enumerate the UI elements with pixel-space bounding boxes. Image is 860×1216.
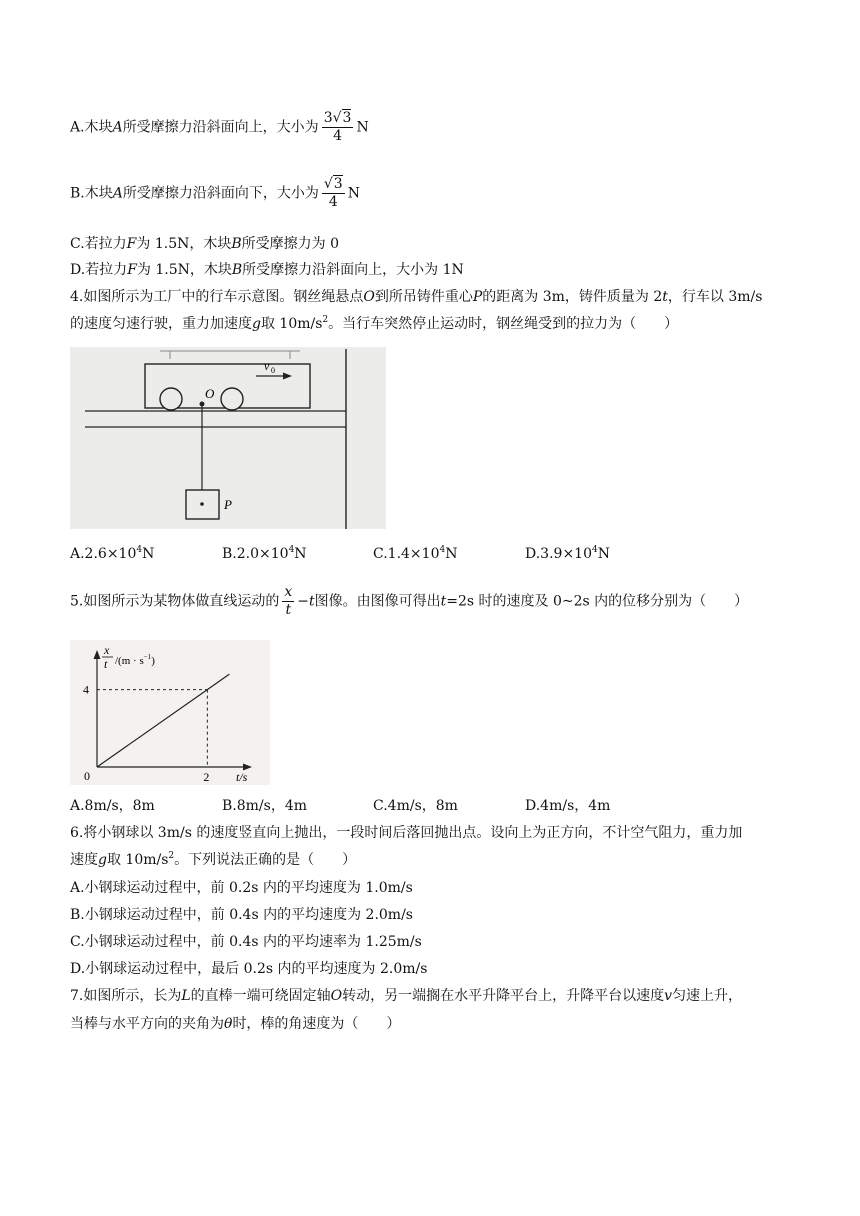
q3-a-unit: N [356, 119, 369, 136]
q5-chart [70, 640, 270, 785]
q3-b-text: B.木块 [70, 185, 113, 202]
q5-frac-num: x [284, 584, 293, 600]
q4-figure-crane [70, 347, 386, 529]
q7-l1-b: 的直棒一端可绕固定轴 [190, 988, 331, 1004]
q5-option-b: B.8m/s，4m [222, 798, 308, 814]
q6-option-c: C.小钢球运动过程中，前 0.4s 内的平均速率为 1.25m/s [70, 934, 422, 950]
q6-stem-line1: 6.将小钢球以 3m/s 的速度竖直向上抛出，一段时间后落回抛出点。设向上为正方向，不计空气阻力，重力加 [70, 825, 743, 841]
q6-l2-g: g [98, 852, 107, 868]
q6-l2-b: 取 10m/s [106, 852, 169, 868]
xt-graph [70, 640, 270, 785]
q3-b-mid: 所受摩擦力沿斜面向下，大小为 [122, 185, 319, 202]
q5-frac-den: t [285, 602, 292, 618]
q4-l2-c: 。当行车突然停止运动时，钢丝绳受到的拉力为（ ） [328, 316, 679, 332]
y-label-unit: $/(m \cdot s^{-1})$ [115, 653, 155, 667]
q4-opt-a-base: A.2.6×10 [70, 546, 137, 562]
q3-c-text2: 为 1.5N，木块 [136, 236, 232, 252]
series-line [97, 674, 229, 767]
q4-stem-line2 [70, 314, 678, 334]
q3-c-var2: B [231, 236, 242, 252]
q3-a-fraction: $\frac{3√3}{4}$ [323, 110, 352, 144]
q3-b-den: 4 [328, 194, 338, 210]
q5-stem [70, 584, 748, 619]
q7-l1-l: L [181, 988, 191, 1004]
q4-opt-a-unit: N [142, 546, 155, 562]
wheel-right [221, 388, 243, 410]
q4-opt-b-exp: 4 [288, 545, 295, 555]
q7-l2-b: 时，棒的角速度为（ ） [232, 1016, 401, 1032]
q5-l1-d: =2s 时的速度及 0~2s 内的位移分别为（ ） [446, 593, 749, 610]
center-p [200, 502, 204, 506]
q6-l2-c: 。下列说法正确的是（ ） [174, 852, 357, 868]
wheel-left [160, 388, 182, 410]
crane-diagram [70, 347, 386, 529]
q4-l1-d: ，行车以 3m/s [667, 289, 763, 305]
q5-option-c: C.4m/s，8m [373, 798, 458, 814]
q6-l2-a: 速度 [70, 852, 98, 868]
q7-l1-o: O [330, 988, 343, 1004]
origin-label: 0 [84, 769, 90, 783]
q6-option-a: A.小钢球运动过程中，前 0.2s 内的平均速度为 1.0m/s [70, 880, 413, 896]
q3-a-text: A.木块 [70, 119, 113, 136]
q7-l2-theta: θ [224, 1016, 233, 1032]
q4-opt-d-base: D.3.9×10 [525, 546, 592, 562]
q4-opt-b-base: B.2.0×10 [222, 546, 289, 562]
q4-l2-a: 的速度匀速行驶，重力加速度 [70, 316, 252, 332]
q3-a-den: 4 [333, 128, 343, 144]
q4-opt-d-exp: 4 [592, 545, 598, 555]
label-v0-sub: 0 [271, 366, 275, 375]
q4-stem-line1 [70, 287, 762, 307]
q3-option-b [70, 176, 360, 211]
q5-l1-a: 5.如图所示为某物体做直线运动的 [70, 593, 280, 610]
q4-opt-a-exp: 4 [136, 545, 143, 555]
q5-l1-b: − [297, 593, 309, 610]
q3-option-a [70, 110, 369, 145]
q4-l2-g: g [252, 316, 261, 332]
q3-a-num-coef: 3 [323, 110, 333, 126]
q4-opt-c-unit: N [445, 546, 458, 562]
q7-l1-c: 转动，另一端搁在水平升降平台上，升降平台以速度 [342, 988, 665, 1004]
q7-l1-v: v [664, 988, 673, 1004]
q4-l2-b: 取 10m/s [260, 316, 323, 332]
q7-l1-a: 7.如图所示，长为 [70, 988, 182, 1004]
q3-a-var: A [112, 119, 123, 136]
q4-option-a [70, 544, 154, 564]
q4-opt-c-base: C.1.4×10 [373, 546, 440, 562]
x-axis-label: t/s [236, 770, 248, 784]
q7-l2-a: 当棒与水平方向的夹角为 [70, 1016, 224, 1032]
q3-a-num-rad: 3 [342, 110, 352, 126]
q3-option-c [70, 234, 339, 254]
y-axis-arrow [94, 650, 101, 659]
q3-d-text3: 所受摩擦力沿斜面向上，大小为 1N [242, 262, 464, 278]
q5-fraction [282, 584, 294, 619]
q3-b-unit: N [347, 185, 360, 202]
q3-b-fraction: $\frac{√3}{4}$ [323, 176, 343, 210]
q3-a-mid: 所受摩擦力沿斜面向上，大小为 [122, 119, 319, 136]
label-v0: v [264, 359, 270, 373]
q6-l2-sup: 2 [168, 851, 175, 861]
q3-c-text3: 所受摩擦力为 0 [241, 236, 340, 252]
q3-d-text1: D.若拉力 [70, 262, 128, 278]
q4-l1-t: t [662, 289, 668, 305]
q6-option-d: D.小钢球运动过程中，最后 0.2s 内的平均速度为 2.0m/s [70, 961, 428, 977]
q3-b-var: A [112, 185, 123, 202]
q3-d-text2: 为 1.5N，木块 [136, 262, 232, 278]
y-label-num: x [104, 643, 110, 657]
q3-b-num-rad: 3 [333, 176, 343, 192]
q3-d-var2: B [231, 262, 243, 278]
label-p: P [224, 497, 232, 512]
velocity-arrowhead [283, 373, 292, 380]
q4-l1-c: 的距离为 3m，铸件质量为 2 [482, 289, 663, 305]
q4-option-d [525, 544, 610, 564]
y-label-den: t [104, 657, 108, 671]
q4-option-c [373, 544, 457, 564]
q4-opt-c-exp: 4 [439, 545, 446, 555]
q4-opt-b-unit: N [294, 546, 307, 562]
q4-l1-a: 4.如图所示为工厂中的行车示意图。钢丝绳悬点 [70, 289, 364, 305]
q4-option-b [222, 544, 307, 564]
q5-l1-t: t [309, 593, 315, 610]
q3-option-d [70, 260, 464, 280]
q6-option-b: B.小钢球运动过程中，前 0.4s 内的平均速度为 2.0m/s [70, 907, 413, 923]
q4-opt-d-unit: N [597, 546, 610, 562]
q4-l1-o: O [363, 289, 375, 305]
q5-l1-t2: t [440, 593, 447, 610]
q7-l1-d: 匀速上升， [672, 988, 743, 1004]
q7-stem-line1 [70, 986, 742, 1006]
q4-l2-sup: 2 [322, 315, 329, 325]
q4-l1-p: P [472, 289, 483, 305]
x-tick-label: 2 [203, 770, 210, 784]
q5-l1-c: 图像。由图像可得出 [314, 593, 441, 610]
y-tick-label: 4 [83, 682, 89, 697]
q5-option-d: D.4m/s，4m [525, 798, 611, 814]
q7-stem-line2 [70, 1014, 400, 1034]
label-o: O [205, 386, 215, 401]
q6-stem-line2 [70, 850, 356, 870]
q3-d-var1: F [127, 262, 137, 278]
q4-l1-b: 到所吊铸件重心 [374, 289, 473, 305]
q5-option-a: A.8m/s，8m [70, 798, 155, 814]
q3-c-text1: C.若拉力 [70, 236, 127, 252]
q3-c-var1: F [126, 236, 137, 252]
